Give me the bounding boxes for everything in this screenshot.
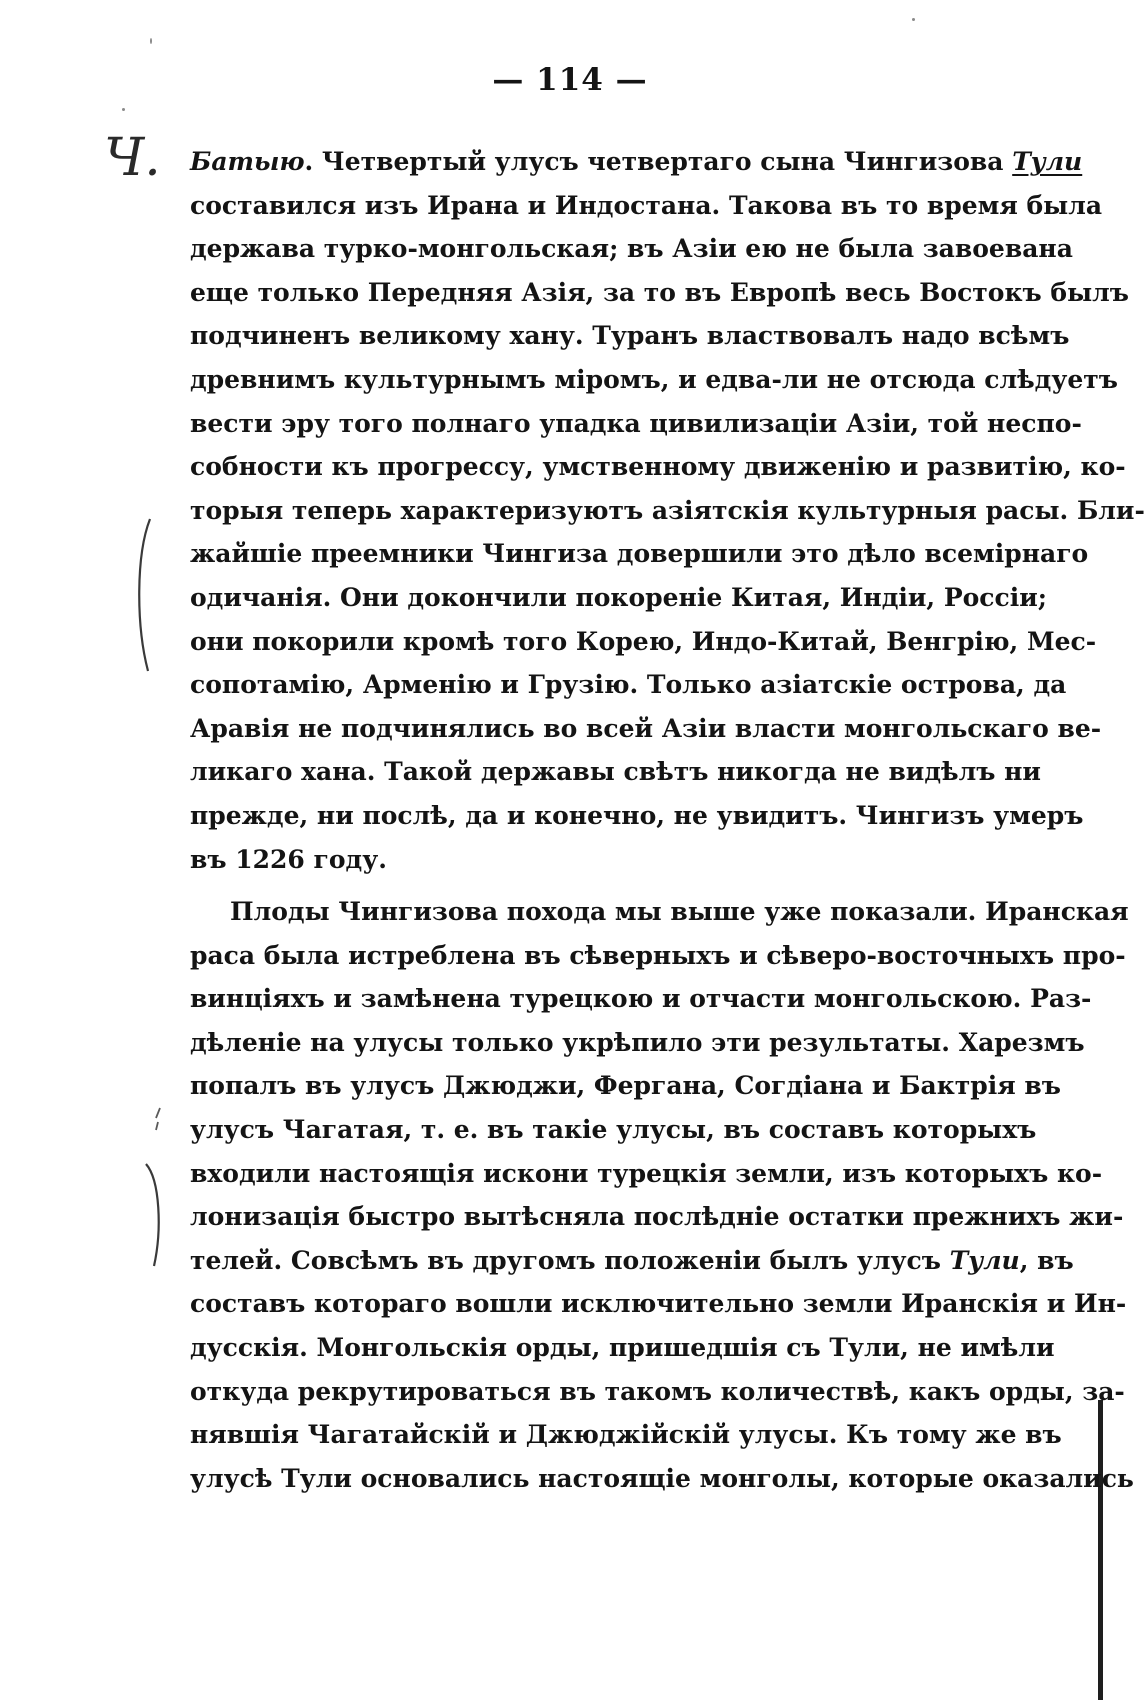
text-run: входили настоящія искони турецкія земли, изъ которыхъ ко- — [190, 1158, 1103, 1188]
text-run: они покорили кромѣ того Корею, Индо-Китай, Венгрію, Мес- — [190, 626, 1097, 656]
text-run: подчиненъ великому хану. Туранъ властвовалъ надо всѣмъ — [190, 321, 1070, 351]
text-run: прежде, ни послѣ, да и конечно, не увидитъ. Чингизъ умеръ — [190, 800, 1084, 830]
text-line — [190, 1195, 1124, 1239]
text-run: дѣленіе на улусы только укрѣпило эти результаты. Харезмъ — [190, 1027, 1085, 1057]
handwritten-margin-note: Ч. — [104, 128, 161, 188]
scan-edge-shadow — [1098, 1400, 1103, 1700]
text-line — [190, 271, 1129, 315]
text-line — [190, 707, 1102, 751]
text-run: торыя теперь характеризуютъ азіятскія культурныя расы. Бли- — [190, 495, 1145, 525]
margin-tick-icon — [150, 1106, 166, 1132]
emphasized-word: Тули — [949, 1245, 1020, 1275]
text-line — [190, 1152, 1103, 1196]
text-line — [190, 663, 1067, 707]
text-run: составъ котораго вошли исключительно земли Иранскія и Ин- — [190, 1289, 1127, 1319]
text-run: нявшія Чагатайскій и Джюджійскій улусы. Къ тому же въ — [190, 1420, 1062, 1450]
text-run: раса была истреблена въ сѣверныхъ и сѣверо-восточныхъ про- — [190, 940, 1126, 970]
text-run: вести эру того полнаго упадка цивилизаціи Азіи, той неспо- — [190, 408, 1082, 438]
text-line — [190, 314, 1070, 358]
text-line — [190, 1326, 1055, 1370]
text-line — [190, 1370, 1125, 1414]
margin-bracket-lower-icon — [140, 1160, 170, 1270]
text-run: попалъ въ улусъ Джюджи, Фергана, Согдіана и Бактрія въ — [190, 1071, 1061, 1101]
text-line — [190, 445, 1126, 489]
emphasized-word: Батыю — [190, 147, 305, 176]
text-line — [190, 620, 1097, 664]
text-run: составился изъ Ирана и Индостана. Такова въ то время была — [190, 190, 1103, 220]
text-run: винціяхъ и замѣнена турецкою и отчасти монгольскою. Раз- — [190, 984, 1092, 1014]
text-run: жайшіе преемники Чингиза довершили это дѣло всемірнаго — [190, 539, 1089, 569]
page-number: — 114 — — [492, 62, 648, 98]
text-run: откуда рекрутироваться въ такомъ количествѣ, какъ орды, за- — [190, 1376, 1125, 1406]
text-line — [190, 794, 1084, 838]
emphasized-word: Тули — [1012, 147, 1083, 176]
text-run: сопотамію, Арменію и Грузію. Только азіатскіе острова, да — [190, 670, 1067, 700]
text-line — [190, 1108, 1037, 1152]
text-line — [190, 890, 1129, 934]
text-run: древнимъ культурнымъ міромъ, и едва-ли не отсюда слѣдуетъ — [190, 364, 1118, 394]
scan-speck — [122, 108, 125, 111]
text-line — [190, 1064, 1061, 1108]
margin-bracket-upper-icon — [128, 515, 158, 675]
scan-speck — [150, 38, 152, 44]
scan-speck — [912, 18, 915, 21]
text-run: улусъ Чагатая, т. е. въ такіе улусы, въ составъ которыхъ — [190, 1115, 1037, 1145]
text-line — [190, 838, 1030, 882]
text-run: , въ — [1019, 1245, 1074, 1275]
text-run: дусскія. Монгольскія орды, пришедшія съ Тули, не имѣли — [190, 1333, 1055, 1363]
text-line — [190, 934, 1126, 978]
text-run: телей. Совсѣмъ въ другомъ положеніи былъ улусъ — [190, 1245, 950, 1275]
text-line — [190, 1282, 1127, 1326]
text-line — [190, 184, 1103, 228]
text-line — [190, 1413, 1062, 1457]
text-line — [190, 576, 1048, 620]
text-line — [190, 1457, 1134, 1501]
body-text — [190, 140, 1145, 1500]
text-line — [190, 489, 1145, 533]
text-run: еще только Передняя Азія, за то въ Европѣ весь Востокъ былъ — [190, 277, 1129, 307]
paragraph-gap — [190, 881, 1030, 890]
text-line — [190, 140, 1083, 184]
text-run: Аравія не подчинялись во всей Азіи власти монгольскаго ве- — [190, 713, 1102, 743]
text-run: ликаго хана. Такой державы свѣтъ никогда не видѣлъ ни — [190, 757, 1041, 787]
text-run: одичанія. Они докончили покореніе Китая, Индіи, Россіи; — [190, 582, 1048, 612]
text-run: собности къ прогрессу, умственному движенію и развитію, ко- — [190, 452, 1126, 482]
text-run: улусѣ Тули основались настоящіе монголы, которые оказались — [190, 1463, 1134, 1493]
text-line — [190, 402, 1082, 446]
text-line — [190, 358, 1118, 402]
text-run: держава турко-монгольская; въ Азіи ею не была завоевана — [190, 234, 1073, 264]
text-line — [190, 977, 1092, 1021]
text-run: Плоды Чингизова похода мы выше уже показали. Иранская — [230, 897, 1129, 927]
text-run: лонизація быстро вытѣсняла послѣдніе остатки прежнихъ жи- — [190, 1202, 1124, 1232]
text-run: въ 1226 году. — [190, 844, 387, 874]
text-line — [190, 750, 1041, 794]
text-line — [190, 1021, 1085, 1065]
text-line — [190, 1239, 1074, 1283]
text-run: . Четвертый улусъ четвертаго сына Чингизова — [304, 147, 1013, 176]
text-line — [190, 532, 1089, 576]
text-line — [190, 227, 1073, 271]
